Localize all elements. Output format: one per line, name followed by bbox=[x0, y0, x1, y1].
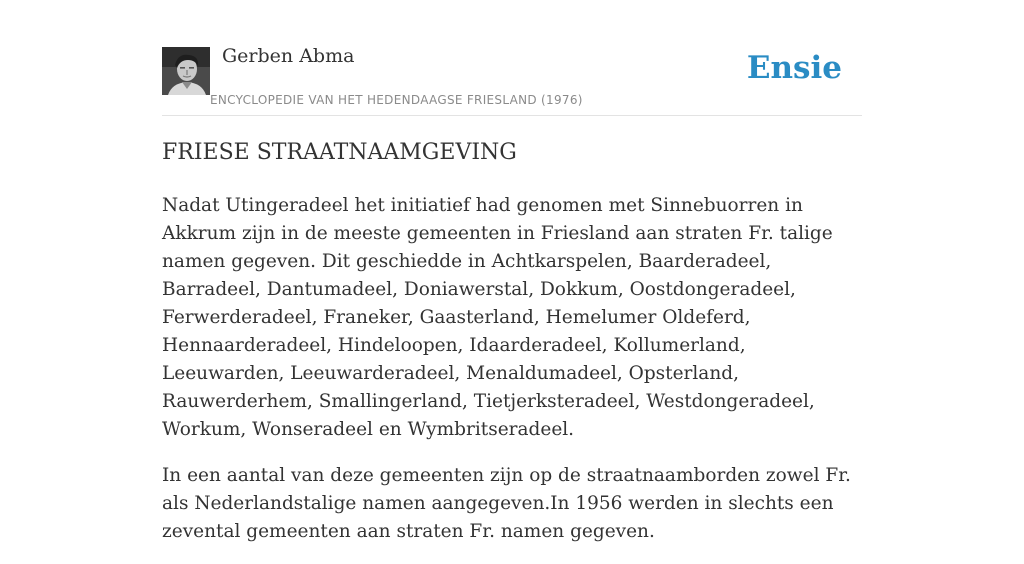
article-body bbox=[162, 192, 862, 564]
paragraph-2: In een aantal van deze gemeenten zijn op de straatnaamborden zowel Fr. als Nederlandstalige namen aangegeven.In 1956 werden in slechts een zevental gemeenten aan straten Fr. namen gegeven. bbox=[162, 465, 851, 542]
paragraph-1: Nadat Utingeradeel het initiatief had genomen met Sinnebuorren in Akkrum zijn in de meeste gemeenten in Friesland aan straten Fr. talige namen gegeven. Dit geschiedde in Achtkarspelen, Baarderadeel, Barradeel, Dantumadeel, Doniawerstal, Dokkum, Oostdongeradeel, Ferwerderadeel, Franeker, Gaasterland, Hemelumer Oldeferd, Hennaarderadeel, Hindeloopen, Idaarderadeel, Kollumerland, Leeuwarden, Leeuwarderadeel, Menaldumadeel, Opsterland, Rauwerderhem, Smallingerland, Tietjerksteradeel, Westdongeradeel, Workum, Wonseradeel en Wymbritseradeel. bbox=[162, 195, 833, 440]
article-header bbox=[162, 0, 862, 116]
page-title: FRIESE STRAATNAAMGEVING bbox=[162, 140, 517, 165]
source-title[interactable]: ENCYCLOPEDIE VAN HET HEDENDAAGSE FRIESLAND (1976) bbox=[210, 93, 583, 107]
content-column bbox=[162, 0, 862, 542]
author-portrait-icon bbox=[162, 47, 210, 95]
ensie-logo[interactable]: Ensie bbox=[746, 50, 842, 86]
author-avatar[interactable] bbox=[162, 47, 210, 95]
author-name[interactable]: Gerben Abma bbox=[222, 45, 355, 67]
